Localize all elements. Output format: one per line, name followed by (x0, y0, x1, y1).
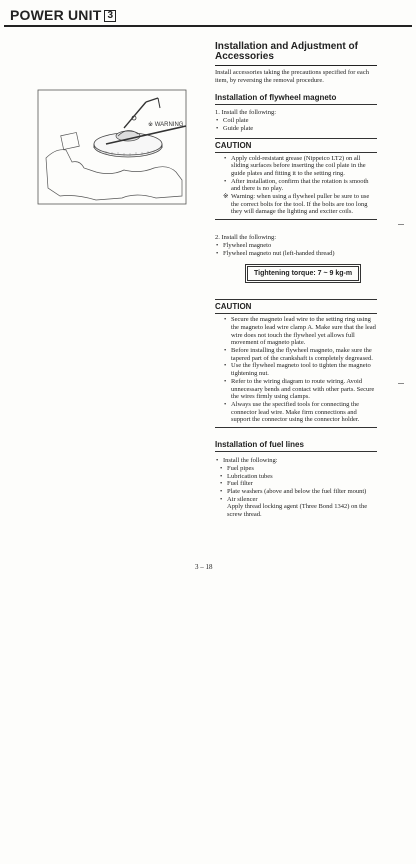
caution-item: • Before installing the flywheel magneto, make sure the tapered part of the crankshaft is completely degreased. (223, 347, 377, 362)
margin-mark (398, 383, 404, 384)
list-item: • Fuel pipes (219, 465, 377, 473)
list-item: • Fuel filter (219, 480, 377, 488)
caution-item: • Apply cold-resistant grease (Nippeico LT2) on all sliding surfaces before inserting the coil plate in the guide plates and fitting it to the setting ring. (223, 155, 377, 178)
fuel-list (215, 457, 377, 465)
step-1-list (215, 117, 377, 132)
step-2-list (215, 242, 377, 257)
chapter-box: 3 (104, 10, 116, 22)
fuel-note: Apply thread locking agent (Three Bond 1342) on the screw thread. (227, 503, 368, 519)
section-intro: Install accessories taking the precautions specified for each item, by reversing the removal procedure. (215, 69, 369, 84)
warning-text: Warning: when using a flywheel puller be sure to use the correct bolts for the tool. If the bolts are too long they will damage the lighting and exciter coils. (231, 193, 370, 216)
caution-box-1 (215, 138, 377, 221)
step-2: 2. Install the following: (215, 234, 277, 242)
warning-callout: ※ WARNING (148, 122, 184, 128)
warning-mark: ※ (223, 193, 229, 201)
warning-note (215, 193, 377, 216)
step-1: 1. Install the following: (215, 109, 277, 117)
page-header (10, 7, 116, 23)
fuel-items (219, 465, 377, 504)
list-item: • Flywheel magneto (215, 242, 377, 250)
flywheel-illustration (36, 88, 188, 206)
header-rule (4, 25, 412, 27)
list-item: • Air silencer (219, 496, 377, 504)
margin-mark (398, 224, 404, 225)
section-title: Installation and Adjustment of Accessories (215, 41, 358, 62)
torque-spec: Tightening torque: 7 ~ 9 kg-m (247, 266, 359, 281)
main-column (215, 42, 377, 519)
header-title: POWER UNIT (10, 7, 102, 23)
torque-box (245, 264, 361, 283)
caution-item: • Refer to the wiring diagram to route wiring. Avoid unnecessary bends and contact with other parts. Secure the wires firmly using clamps. (223, 378, 377, 401)
list-item: • Plate washers (above and below the fuel filter mount) (219, 488, 377, 496)
fuel-lead: • Install the following: (215, 457, 377, 465)
list-item: • Guide plate (215, 125, 377, 133)
list-item: • Lubrication tubes (219, 473, 377, 481)
fuel-title: Installation of fuel lines (215, 440, 304, 450)
flywheel-title: Installation of flywheel magneto (215, 93, 337, 103)
caution-item: • After installation, confirm that the rotation is smooth and there is no play. (223, 178, 377, 193)
list-item: • Coil plate (215, 117, 377, 125)
caution-title: CAUTION (215, 140, 252, 150)
list-item: • Flywheel magneto nut (left-handed thread) (215, 250, 377, 258)
caution-title-2: CAUTION (215, 302, 252, 312)
caution-item: • Always use the specified tools for connecting the connector lead wire. Make firm connections and support the connector using the connector holder. (223, 401, 377, 424)
caution-box-2 (215, 299, 377, 428)
page-number: 3 – 18 (195, 563, 213, 571)
caution-item: • Use the flywheel magneto tool to tighten the magneto tightening nut. (223, 362, 377, 377)
caution-item: • Secure the magneto lead wire to the setting ring using the magneto lead wire clamp A. Make sure that the lead wire does not touch the flywheel yet allows full movement of magneto plate. (223, 316, 377, 347)
